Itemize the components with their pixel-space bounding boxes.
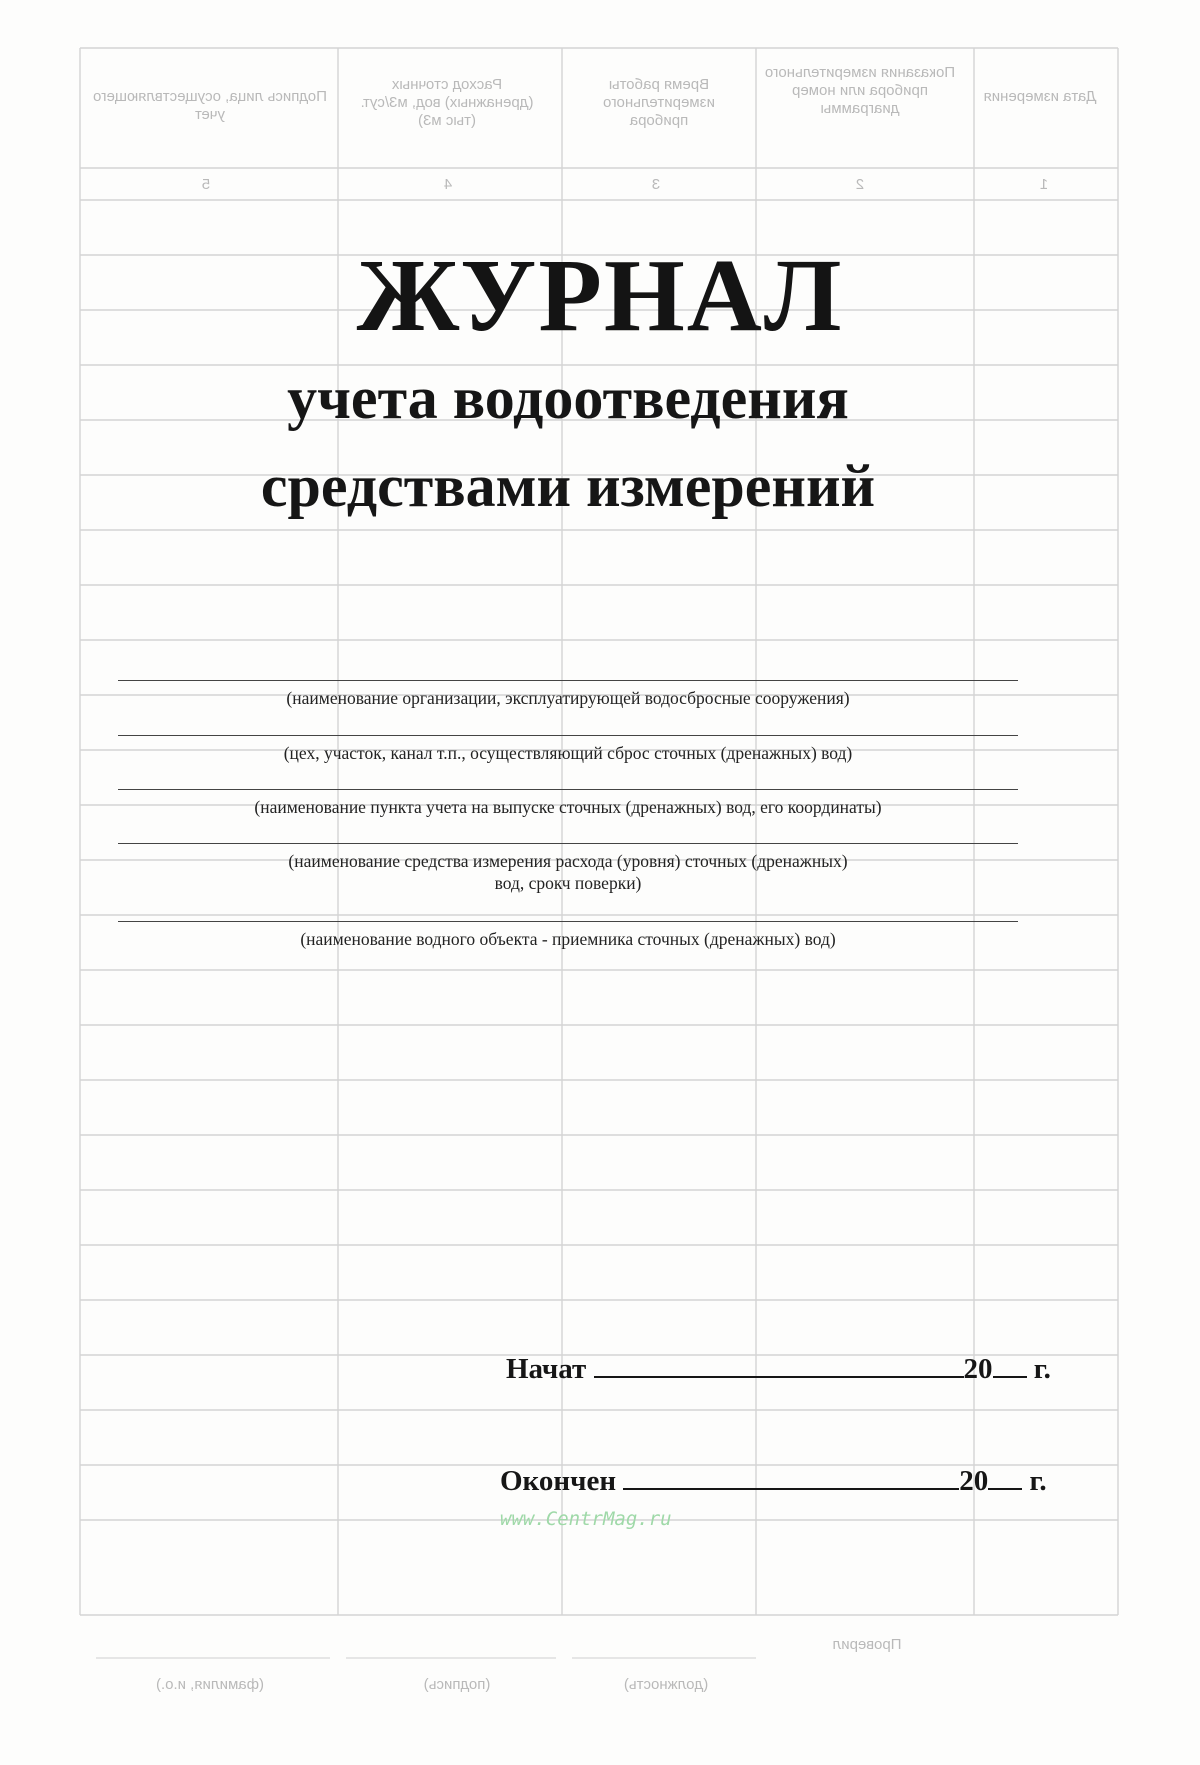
metering-point-caption: (наименование пункта учета на выпуске сточных (дренажных) вод, его координаты) <box>254 797 882 817</box>
measuring-device-blank-line[interactable] <box>118 843 1018 844</box>
water-body-field <box>118 921 1018 950</box>
started-label: Начат <box>506 1353 587 1385</box>
ended-date-blank[interactable] <box>623 1462 959 1490</box>
organization-field <box>118 680 1018 709</box>
started-row <box>506 1350 1051 1386</box>
workshop-field <box>118 735 1018 764</box>
ended-label: Окончен <box>500 1465 617 1497</box>
bleed-col-number-3: 3 <box>651 176 661 193</box>
ended-year-blank[interactable] <box>988 1462 1022 1490</box>
bleed-col-number-5: 5 <box>201 176 211 193</box>
metering-point-field <box>118 789 1018 818</box>
journal-subtitle-line-2: средствами измерений <box>260 453 876 519</box>
metering-point-blank-line[interactable] <box>118 789 1018 790</box>
bleed-col-number-2: 2 <box>855 176 865 193</box>
organization-caption: (наименование организации, эксплуатирующей водосбросные сооружения) <box>286 688 850 708</box>
measuring-device-field <box>118 843 1018 894</box>
bleed-header-readings: Показания измерительного прибора или номер диаграммы <box>764 64 956 117</box>
journal-title: ЖУРНАЛ <box>356 238 844 353</box>
workshop-blank-line[interactable] <box>118 735 1018 736</box>
bleed-header-date: Дата измерения <box>983 88 1097 105</box>
bleed-col-number-1: 1 <box>1039 176 1049 193</box>
ended-year-suffix: г. <box>1029 1465 1047 1497</box>
journal-subtitle-line-1: учета водоотведения <box>287 365 849 431</box>
started-year-prefix: 20 <box>963 1353 993 1385</box>
bleed-col-number-4: 4 <box>443 176 453 193</box>
water-body-caption: (наименование водного объекта - приемника сточных (дренажных) вод) <box>300 929 836 949</box>
organization-blank-line[interactable] <box>118 680 1018 681</box>
site-watermark: www.CentrMag.ru <box>500 1508 672 1530</box>
started-year-blank[interactable] <box>993 1350 1027 1378</box>
started-date-blank[interactable] <box>594 1350 964 1378</box>
bleed-header-signature: Подпись лица, осуществляющего учет <box>93 88 327 123</box>
started-year-suffix: г. <box>1033 1353 1051 1385</box>
ended-year-prefix: 20 <box>959 1465 989 1497</box>
bleed-footer-checked: Проверил <box>832 1636 902 1653</box>
bleed-header-discharge: Расход сточных (дренажных) вод, м3/сут. (тыс м3) <box>360 76 534 129</box>
measuring-device-caption-line-1: (наименование средства измерения расхода (уровня) сточных (дренажных) <box>288 851 848 871</box>
bleed-footer-signature: (подпись) <box>423 1676 491 1693</box>
workshop-caption: (цех, участок, канал т.п., осуществляющий сброс сточных (дренажных) вод) <box>283 743 853 763</box>
bleed-footer-position: (должность) <box>623 1676 709 1693</box>
ended-row <box>500 1462 1047 1498</box>
measuring-device-caption-line-2: вод, срокч поверки) <box>494 873 642 893</box>
water-body-blank-line[interactable] <box>118 921 1018 922</box>
bleed-header-operating-time: Время работы измерительного прибора <box>603 76 715 129</box>
bleed-footer-name: (фамилия, и.о.) <box>156 1676 265 1693</box>
